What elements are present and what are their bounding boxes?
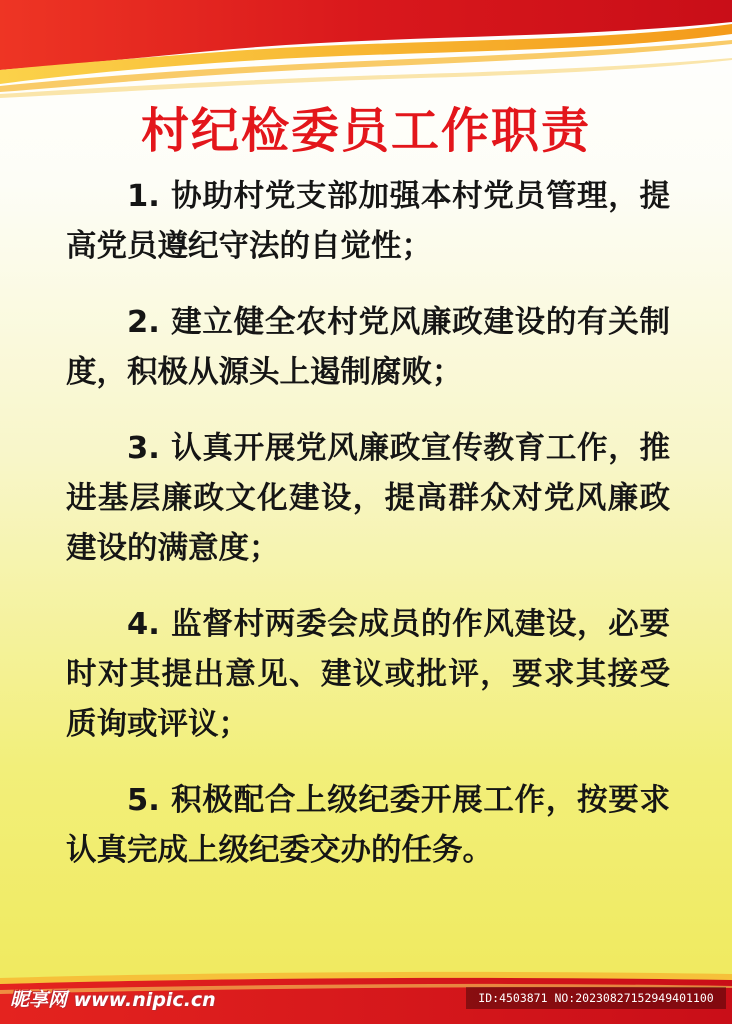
duty-item-3: 3. 认真开展党风廉政宣传教育工作，推进基层廉政文化建设，提高群众对党风廉政建设的满意度； <box>66 431 670 566</box>
duty-item-1: 1. 协助村党支部加强本村党员管理，提高党员遵纪守法的自觉性； <box>66 179 670 264</box>
image-id-watermark: ID:4503871 NO:20230827152949401100 <box>466 987 726 1009</box>
duty-item-5: 5. 积极配合上级纪委开展工作，按要求认真完成上级纪委交办的任务。 <box>66 783 670 868</box>
site-watermark: 昵享网 www.nipic.cn <box>10 989 216 1011</box>
duties-list <box>66 172 670 902</box>
duty-item-4: 4. 监督村两委会成员的作风建设，必要时对其提出意见、建议或批评，要求其接受质询或评议； <box>66 607 670 742</box>
duty-item-2: 2. 建立健全农村党风廉政建设的有关制度，积极从源头上遏制腐败； <box>66 305 670 390</box>
page-title: 村纪检委员工作职责 <box>140 103 591 159</box>
